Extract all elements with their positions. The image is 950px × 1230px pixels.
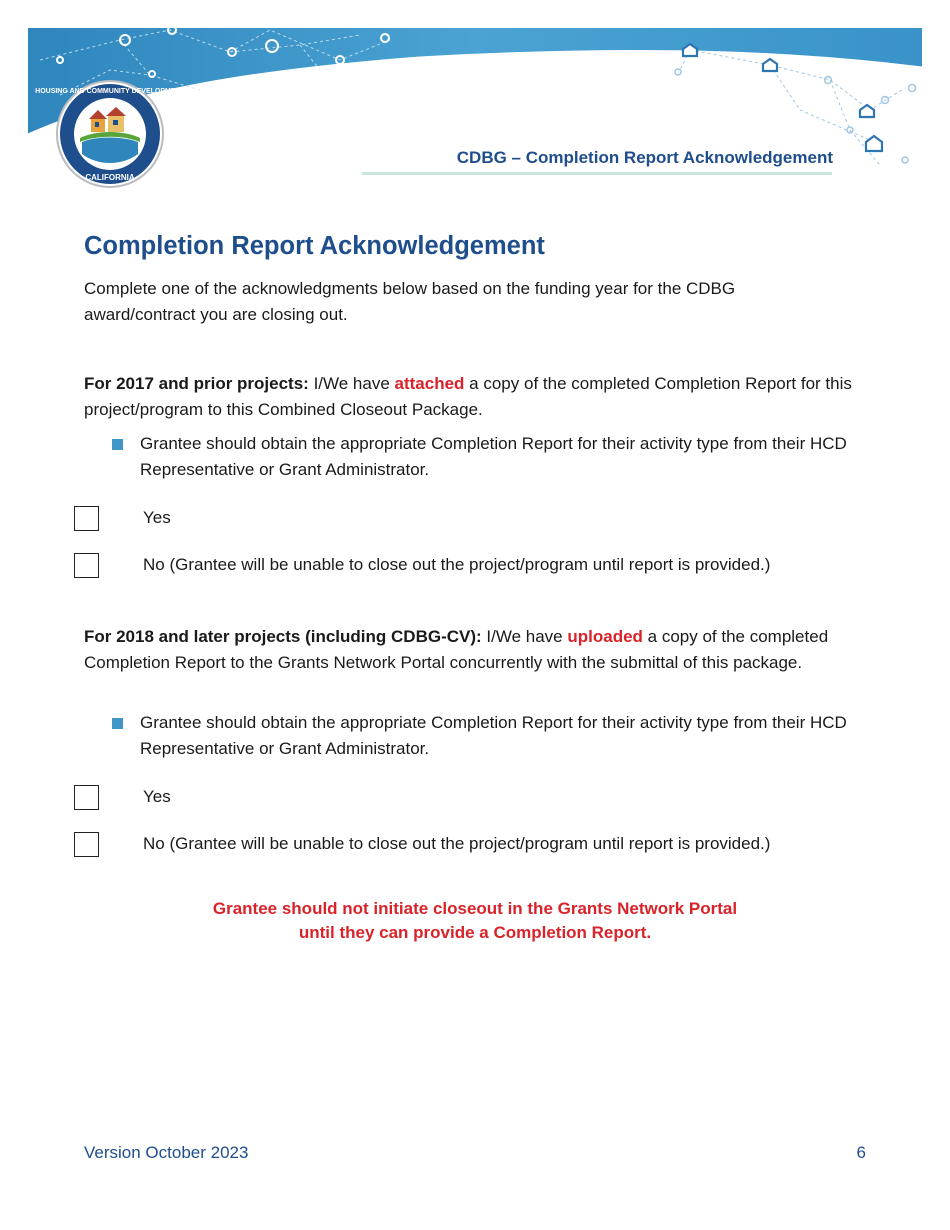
section-2017-no-checkbox[interactable]	[74, 553, 99, 578]
svg-text:HOUSING AND COMMUNITY DEVELOPM: HOUSING AND COMMUNITY DEVELOPMENT	[35, 88, 185, 95]
page-title: Completion Report Acknowledgement	[84, 232, 545, 260]
warning-line-2: until they can provide a Completion Report.	[298, 923, 652, 942]
section-2018-yes-checkbox[interactable]	[74, 785, 99, 810]
hcd-seal-logo	[35, 80, 185, 188]
section-2017-yes-label: Yes	[143, 508, 171, 527]
section-2017-lead: For 2017 and prior projects:	[84, 374, 309, 393]
section-2018-bullet: Grantee should obtain the appropriate Completion Report for their activity type from their HCD Representative or Grant Administrator.	[112, 710, 847, 762]
section-2018-no-checkbox[interactable]	[74, 832, 99, 857]
section-2017-no-label: No (Grantee will be unable to close out the project/program until report is provided.)	[143, 555, 771, 574]
section-2018-lead: For 2018 and later projects (including CDBG-CV):	[84, 627, 482, 646]
section-2017-statement: For 2017 and prior projects: I/We have attached a copy of the completed Completion Report for this project/program to this Combined Closeout Package.	[84, 374, 852, 419]
footer-page-number: 6	[856, 1143, 866, 1162]
intro-paragraph: Complete one of the acknowledgments below based on the funding year for the CDBG award/contract you are closing out.	[84, 279, 736, 324]
section-2017-bullet: Grantee should obtain the appropriate Completion Report for their activity type from their HCD Representative or Grant Administrator.	[112, 431, 847, 483]
square-bullet-icon	[112, 439, 123, 450]
attached-highlight: attached	[394, 374, 465, 393]
section-2018-yes-label: Yes	[143, 787, 171, 806]
square-bullet-icon	[112, 718, 123, 729]
svg-text:CALIFORNIA: CALIFORNIA	[85, 173, 135, 182]
uploaded-highlight: uploaded	[567, 627, 643, 646]
closeout-warning	[0, 897, 950, 945]
header-title: CDBG – Completion Report Acknowledgement	[456, 148, 833, 167]
header-rule	[362, 172, 832, 175]
section-2018-no-label: No (Grantee will be unable to close out the project/program until report is provided.)	[143, 834, 771, 853]
warning-line-1: Grantee should not initiate closeout in the Grants Network Portal	[212, 899, 738, 918]
section-2017-yes-checkbox[interactable]	[74, 506, 99, 531]
footer-version: Version October 2023	[84, 1143, 249, 1162]
section-2018-statement: For 2018 and later projects (including CDBG-CV): I/We have uploaded a copy of the completed Completion Report to the Grants Network Portal concurrently with the submittal of this package.	[84, 627, 829, 672]
